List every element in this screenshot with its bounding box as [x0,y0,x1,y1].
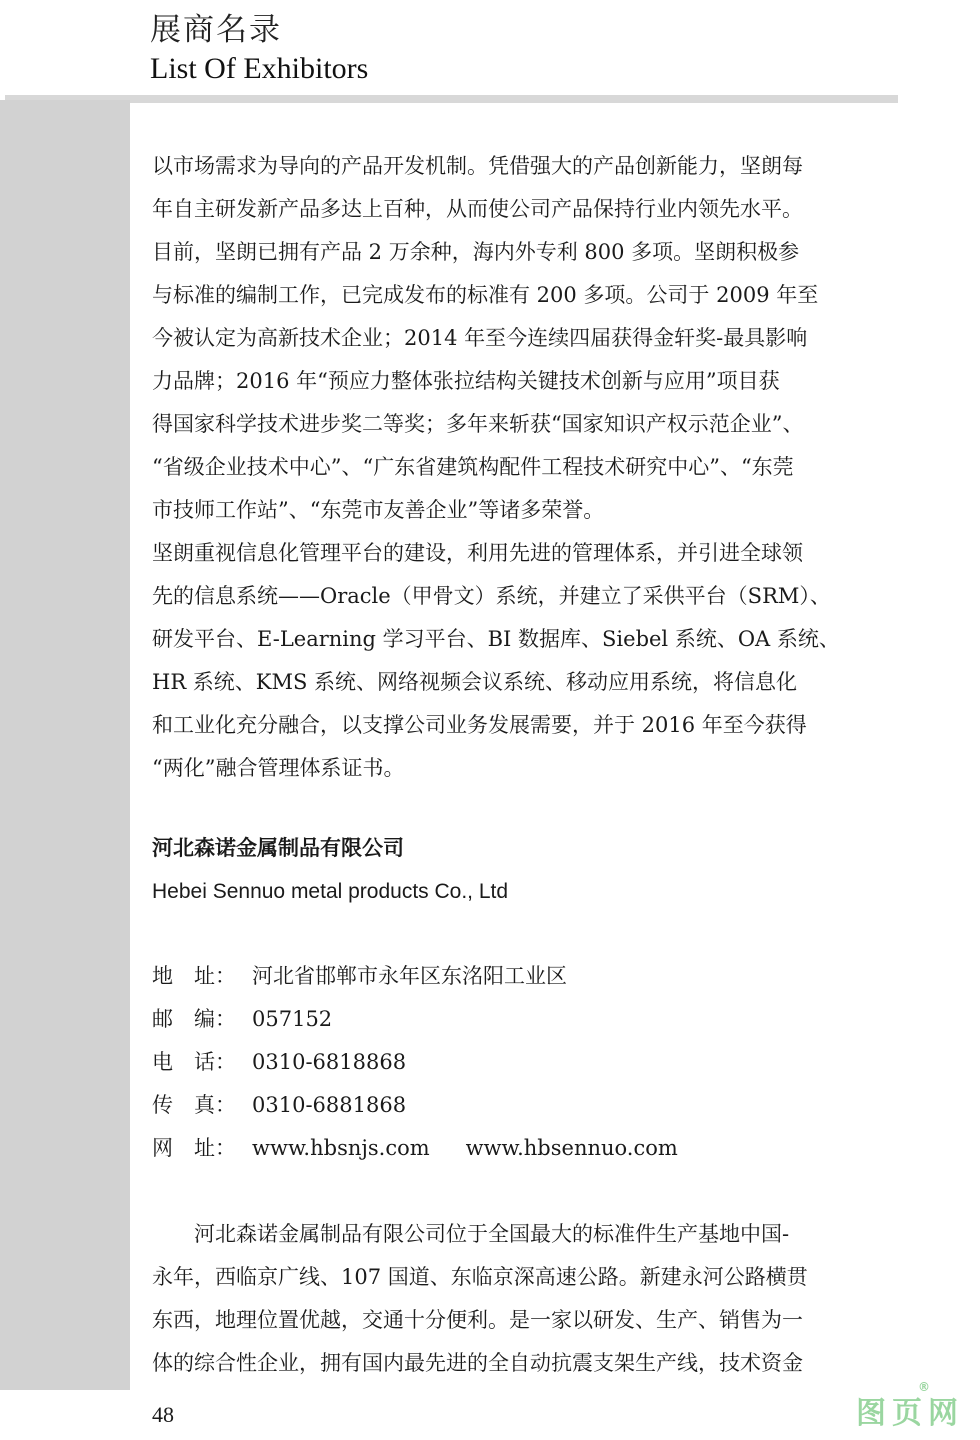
phone-row [152,1041,678,1084]
text-line: 以市场需求为导向的产品开发机制。凭借强大的产品创新能力，坚朗每 [152,154,803,178]
text-line: 体的综合性企业，拥有国内最先进的全自动抗震支架生产线，技术资金 [152,1351,803,1375]
phone-value: 0310-6818868 [252,1050,407,1074]
text-line: 先的信息系统——Oracle（甲骨文）系统，并建立了采供平台（SRM）、 [152,584,831,608]
watermark-text: 图页网 [856,1396,964,1431]
header-rule [5,95,898,103]
contact-info [152,955,678,1170]
address-row [152,955,678,998]
text-line: 目前，坚朗已拥有产品 2 万余种，海内外专利 800 多项。坚朗积极参 [152,240,800,264]
text-line: 力品牌；2016 年“预应力整体张拉结构关键技术创新与应用”项目获 [152,369,780,393]
page-header [150,10,368,88]
page-number: 48 [152,1402,174,1427]
text-line: 得国家科学技术进步奖二等奖；多年来斩获“国家知识产权示范企业”、 [152,412,804,436]
text-line: “两化”融合管理体系证书。 [152,756,405,780]
text-line: 东西，地理位置优越，交通十分便利。是一家以研发、生产、销售为一 [152,1308,803,1332]
company-name-cn: 河北森诺金属制品有限公司 [152,836,404,860]
registered-mark: ® [918,1380,936,1394]
text-line: “省级企业技术中心”、“广东省建筑构配件工程技术研究中心”、“东莞 [152,455,794,479]
postcode-value: 057152 [252,1007,333,1031]
text-line: 研发平台、E-Learning 学习平台、BI 数据库、Siebel 系统、OA 系统、 [152,627,840,651]
website-link-2[interactable]: www.hbsennuo.com [465,1136,678,1160]
header-title-en: List Of Exhibitors [150,52,369,85]
fax-row [152,1084,678,1127]
intro-paragraph [152,145,900,790]
address-label: 地 址： [152,964,236,988]
text-line: 与标准的编制工作，已完成发布的标准有 200 多项。公司于 2009 年至 [152,283,819,307]
postcode-label: 邮 编： [152,1007,236,1031]
company-block [152,828,508,912]
website-link-1[interactable]: www.hbsnjs.com [252,1136,430,1160]
fax-label: 传 真： [152,1093,236,1117]
text-line: 河北森诺金属制品有限公司位于全国最大的标准件生产基地中国- [152,1222,790,1246]
text-line: HR 系统、KMS 系统、网络视频会议系统、移动应用系统，将信息化 [152,670,798,694]
website-row [152,1127,678,1170]
text-line: 年自主研发新产品多达上百种，从而使公司产品保持行业内领先水平。 [152,197,803,221]
watermark-logo [856,1380,964,1432]
text-line: 市技师工作站”、“东莞市友善企业”等诸多荣誉。 [152,498,605,522]
text-line: 永年，西临京广线、107 国道、东临京深高速公路。新建永河公路横贯 [152,1265,808,1289]
header-title-cn: 展商名录 [150,12,282,48]
postcode-row [152,998,678,1041]
phone-label: 电 话： [152,1050,236,1074]
company-name-en: Hebei Sennuo metal products Co., Ltd [152,880,509,903]
text-line: 和工业化充分融合，以支撑公司业务发展需要，并于 2016 年至今获得 [152,713,807,737]
address-value: 河北省邯郸市永年区东洺阳工业区 [252,964,567,988]
text-line: 今被认定为高新技术企业；2014 年至今连续四届获得金轩奖-最具影响 [152,326,808,350]
website-label: 网 址： [152,1136,236,1160]
company-description [152,1213,900,1385]
left-gray-band [0,100,130,1390]
fax-value: 0310-6881868 [252,1093,407,1117]
text-line: 坚朗重视信息化管理平台的建设，利用先进的管理体系，并引进全球领 [152,541,803,565]
